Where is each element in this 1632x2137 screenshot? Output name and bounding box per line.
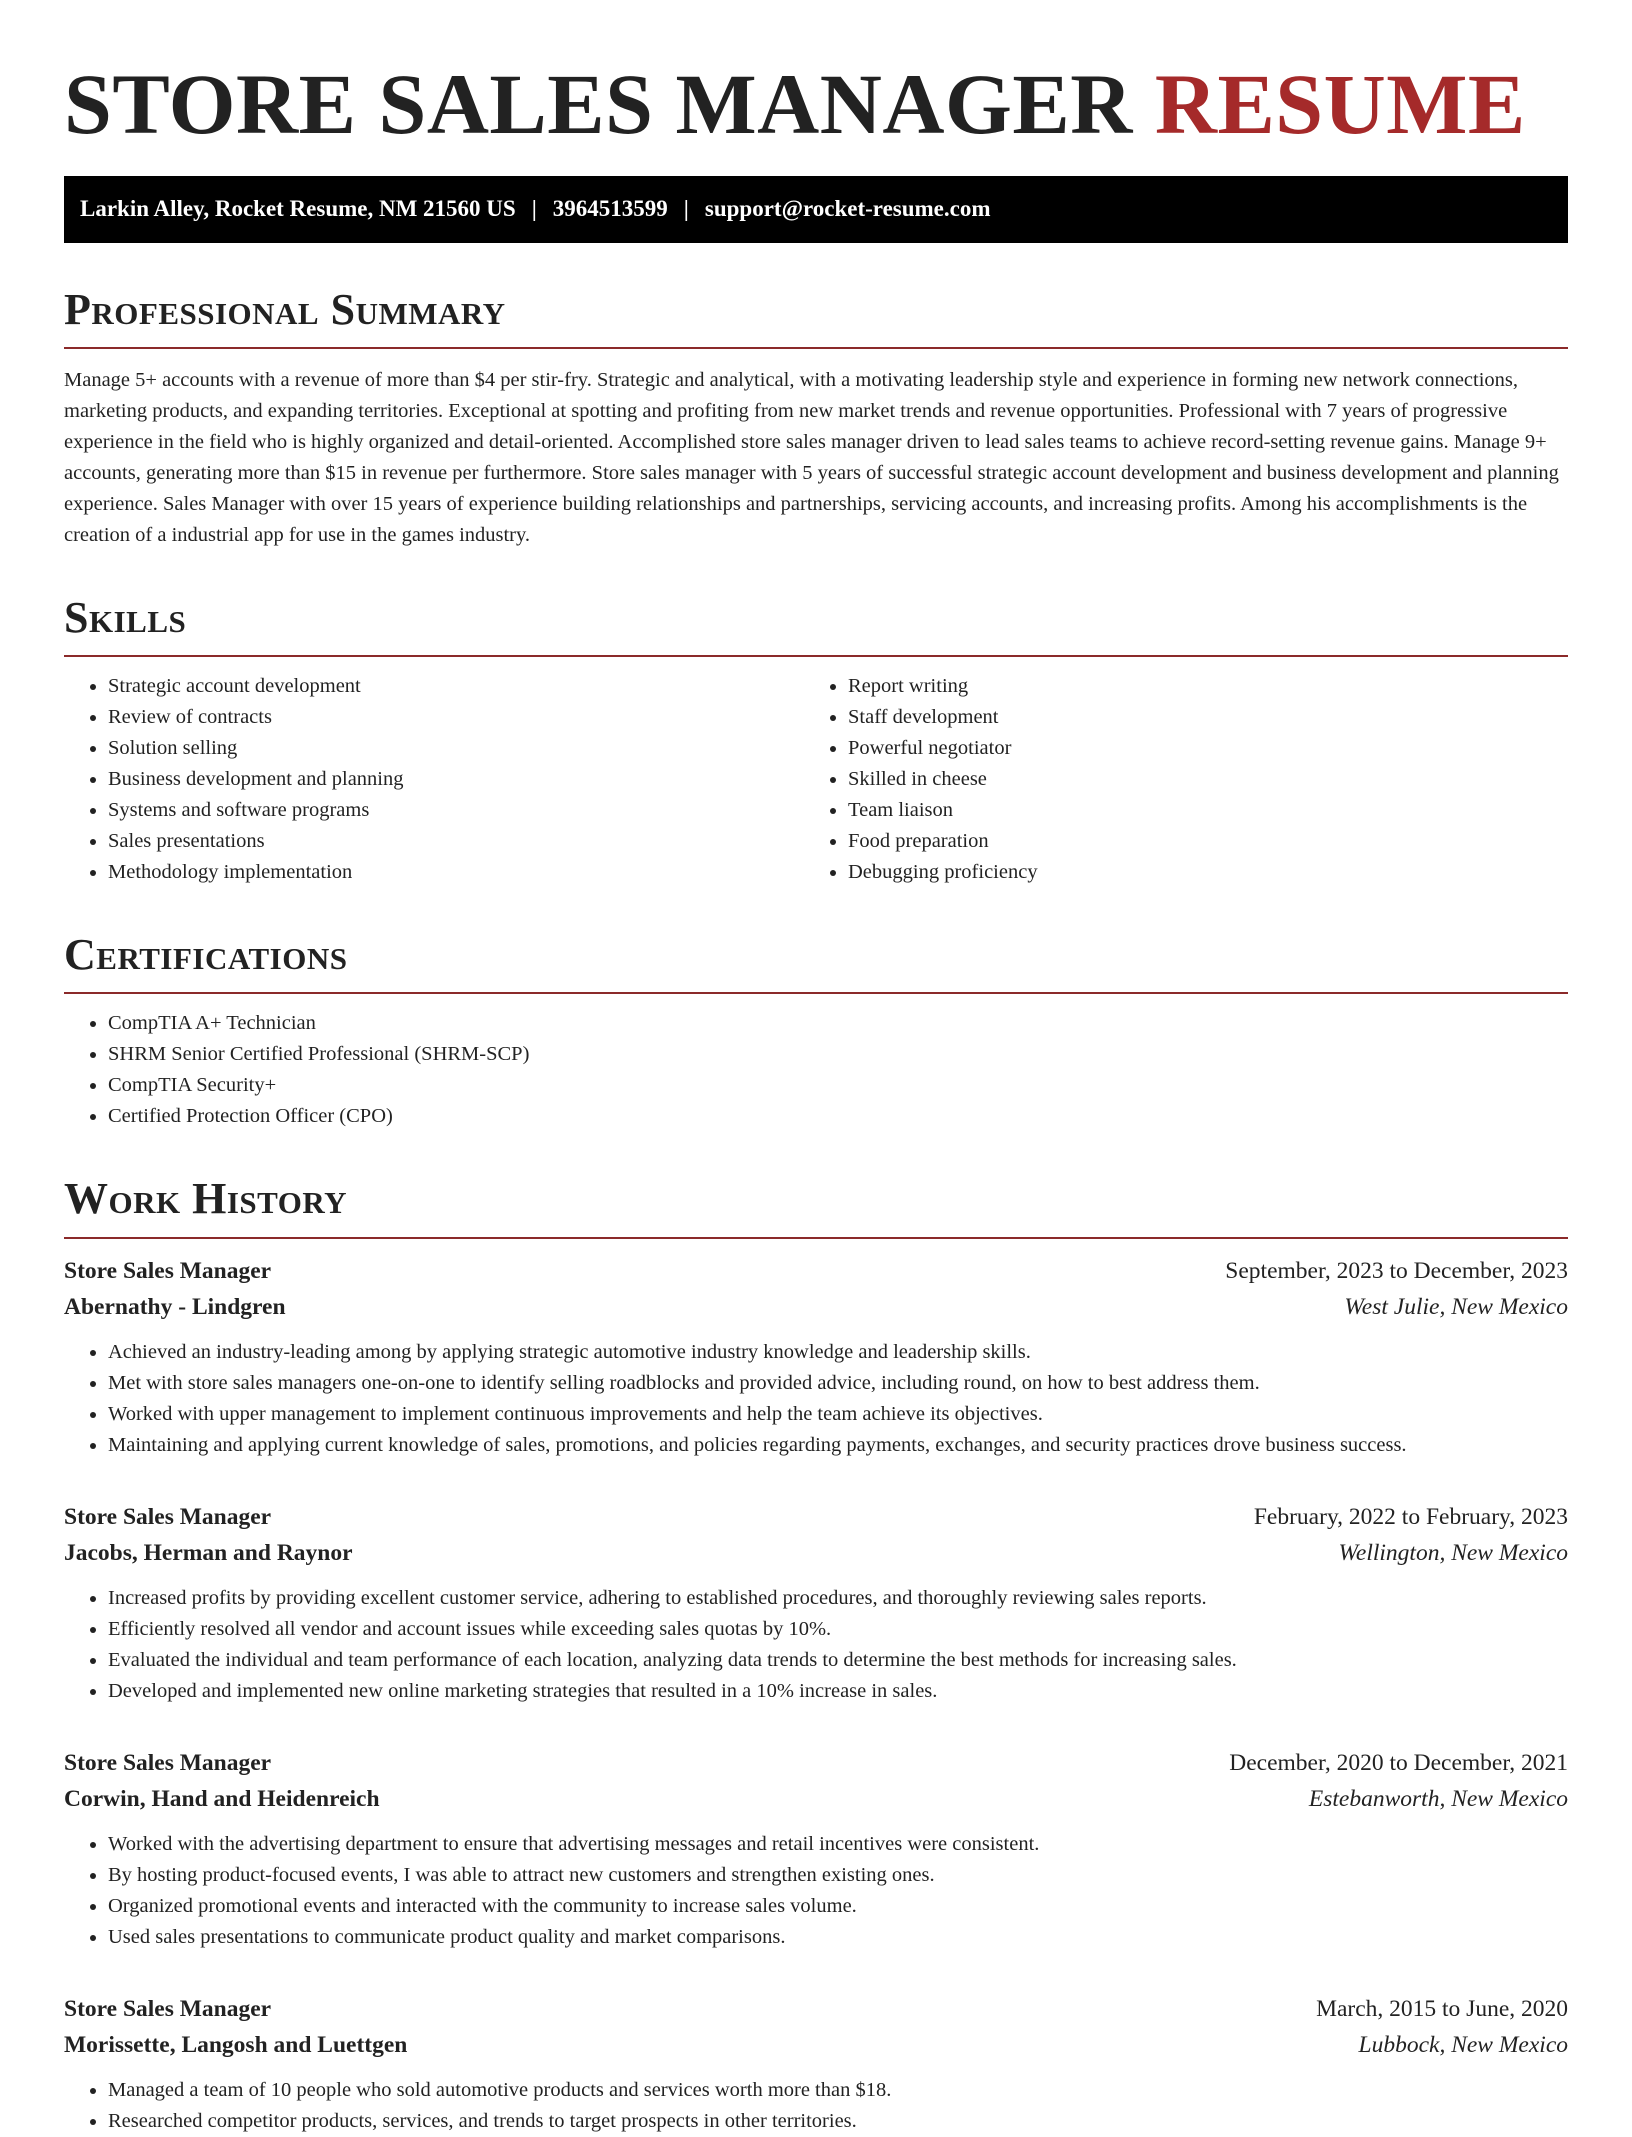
work-history-heading: Work History (64, 1174, 348, 1224)
skills-list-left (64, 671, 804, 888)
job-company-row (64, 1289, 1568, 1325)
skill-item: • Team liaison (848, 795, 1568, 826)
job-bullet: • Achieved an industry-leading among by applying strategic automotive industry knowledge and leadership skills. (108, 1337, 1568, 1368)
skills-heading: Skills (64, 593, 187, 643)
contact-bar (64, 176, 1568, 243)
summary-section (64, 284, 1568, 551)
job-entry (64, 1499, 1568, 1707)
job-header-row (64, 1253, 1568, 1289)
certification-item: • CompTIA A+ Technician (108, 1008, 1568, 1039)
job-location: Estebanworth, New Mexico (1308, 1785, 1568, 1812)
skill-item: • Powerful negotiator (848, 733, 1568, 764)
skills-section (64, 595, 1568, 888)
contact-address: Larkin Alley, Rocket Resume, NM 21560 US (80, 196, 516, 222)
job-header-row (64, 1991, 1568, 2027)
skill-item: • Report writing (848, 671, 1568, 702)
job-company-row (64, 1781, 1568, 1817)
certifications-list (64, 1008, 1568, 1132)
job-bullet: • By hosting product-focused events, I was able to attract new customers and strengthen existing ones. (108, 1860, 1568, 1891)
job-title: Store Sales Manager (64, 1995, 272, 2022)
job-bullet: • Worked with upper management to implement continuous improvements and help the team achieve its objectives. (108, 1399, 1568, 1430)
job-bullet: • Developed and implemented new online marketing strategies that resulted in a 10% increase in sales. (108, 1676, 1568, 1707)
skill-item: • Sales presentations (108, 826, 804, 857)
contact-phone: 3964513599 (552, 196, 668, 222)
job-title: Store Sales Manager (64, 1257, 272, 1284)
skill-item: • Solution selling (108, 733, 804, 764)
job-title: Store Sales Manager (64, 1749, 272, 1776)
job-bullet: • Maintaining and applying current knowledge of sales, promotions, and policies regarding payments, exchanges, and security practices drove business success. (108, 1430, 1568, 1461)
title-accent: RESUME (1154, 56, 1526, 152)
job-bullets (64, 1583, 1568, 1707)
job-header-row (64, 1745, 1568, 1781)
summary-text: Manage 5+ accounts with a revenue of more than $4 per stir-fry. Strategic and analytical, with a motivating leadership style and experience in forming new network connections, marketing products, and expanding territories. Exceptional at spotting and profiting from new market trends and revenue opportunities. Professional with 7 years of progressive experience in the field who is highly organized and detail-oriented. Accomplished store sales manager driven to lead sales teams to achieve record-setting revenue gains. Manage 9+ accounts, generating more than $15 in revenue per furthermore. Store sales manager with 5 years of successful strategic account development and business development and planning experience. Sales Manager with over 15 years of experience building relationships and partnerships, servicing accounts, and increasing profits. Among his accomplishments is the creation of a industrial app for use in the games industry. (64, 369, 1559, 547)
skill-item: • Skilled in cheese (848, 764, 1568, 795)
job-header-row (64, 1499, 1568, 1535)
job-bullet: • Increased profits by providing excellent customer service, adhering to established procedures, and thoroughly reviewing sales reports. (108, 1583, 1568, 1614)
section-divider (64, 992, 1568, 994)
job-company: Jacobs, Herman and Raynor (64, 1539, 353, 1566)
section-divider (64, 347, 1568, 349)
job-company: Morissette, Langosh and Luettgen (64, 2031, 408, 2058)
job-bullets (64, 2075, 1568, 2137)
job-location: Wellington, New Mexico (1338, 1539, 1568, 1566)
certification-item: • SHRM Senior Certified Professional (SHRM-SCP) (108, 1039, 1568, 1070)
certification-item: • Certified Protection Officer (CPO) (108, 1101, 1568, 1132)
contact-separator: | (683, 196, 689, 222)
skills-grid (64, 657, 1568, 888)
job-company-row (64, 1535, 1568, 1571)
job-bullet: • Worked with the advertising department to ensure that advertising messages and retail incentives were consistent. (108, 1829, 1568, 1860)
job-location: Lubbock, New Mexico (1358, 2031, 1568, 2058)
contact-email: support@rocket-resume.com (704, 196, 991, 222)
job-company: Corwin, Hand and Heidenreich (64, 1785, 380, 1812)
job-bullet: • Met with store sales managers one-on-one to identify selling roadblocks and provided advice, including round, on how to best address them. (108, 1368, 1568, 1399)
summary-heading: Professional Summary (64, 284, 506, 334)
job-company: Abernathy - Lindgren (64, 1293, 286, 1320)
skill-item: • Debugging proficiency (848, 857, 1568, 888)
title-main: STORE SALES MANAGER (64, 56, 1133, 152)
job-entry (64, 1745, 1568, 1953)
skills-list-right (804, 671, 1568, 888)
job-company-row (64, 2027, 1568, 2063)
skill-item: • Review of contracts (108, 702, 804, 733)
job-bullet: • Researched competitor products, services, and trends to target prospects in other territories. (108, 2106, 1568, 2137)
job-bullet: • Organized promotional events and interacted with the community to increase sales volume. (108, 1891, 1568, 1922)
resume-title (64, 55, 1568, 154)
job-dates: March, 2015 to June, 2020 (1316, 1995, 1568, 2022)
contact-separator: | (531, 196, 537, 222)
job-bullet: • Managed a team of 10 people who sold automotive products and services worth more than $18. (108, 2075, 1568, 2106)
skill-item: • Methodology implementation (108, 857, 804, 888)
certifications-heading: Certifications (64, 930, 348, 980)
job-entry (64, 1991, 1568, 2137)
job-bullet: • Evaluated the individual and team performance of each location, analyzing data trends to determine the best methods for increasing sales. (108, 1645, 1568, 1676)
job-bullets (64, 1829, 1568, 1953)
job-title: Store Sales Manager (64, 1503, 272, 1530)
certification-item: • CompTIA Security+ (108, 1070, 1568, 1101)
skill-item: • Food preparation (848, 826, 1568, 857)
job-bullet: • Used sales presentations to communicate product quality and market comparisons. (108, 1922, 1568, 1953)
skill-item: • Systems and software programs (108, 795, 804, 826)
skill-item: • Strategic account development (108, 671, 804, 702)
job-entry (64, 1253, 1568, 1461)
job-bullets (64, 1337, 1568, 1461)
job-dates: February, 2022 to February, 2023 (1253, 1503, 1568, 1530)
section-divider (64, 1237, 1568, 1239)
job-dates: September, 2023 to December, 2023 (1225, 1257, 1568, 1284)
certifications-section (64, 932, 1568, 1132)
job-location: West Julie, New Mexico (1344, 1293, 1568, 1320)
job-dates: December, 2020 to December, 2021 (1229, 1749, 1568, 1776)
skill-item: • Business development and planning (108, 764, 804, 795)
job-bullet: • Efficiently resolved all vendor and account issues while exceeding sales quotas by 10%. (108, 1614, 1568, 1645)
work-history-section (64, 1176, 1568, 2136)
skill-item: • Staff development (848, 702, 1568, 733)
